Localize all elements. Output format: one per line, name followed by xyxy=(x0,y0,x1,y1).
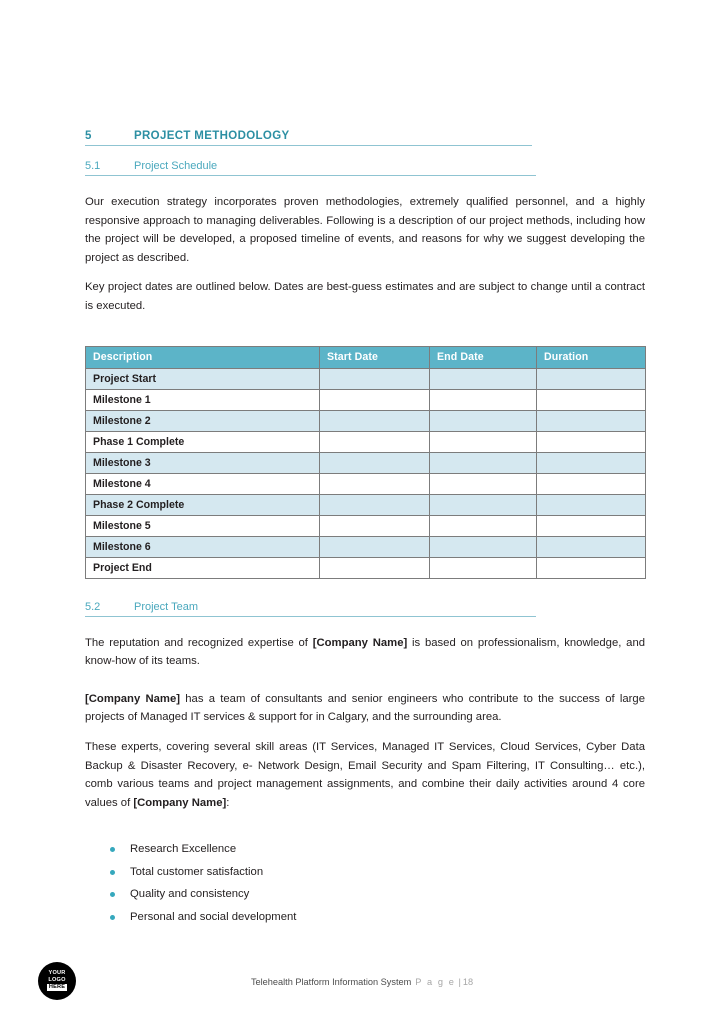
footer-page-number: 18 xyxy=(462,977,474,987)
text-fragment: has a team of consultants and senior engineers who contribute to the success of large projects of Managed IT services & support for in Calgary, and the surrounding area. xyxy=(85,692,645,724)
cell-description: Milestone 6 xyxy=(86,536,320,557)
paragraph-skill-areas xyxy=(85,738,645,812)
bullet-icon xyxy=(110,847,115,852)
table-row xyxy=(86,389,646,410)
table-row xyxy=(86,494,646,515)
cell-duration xyxy=(537,431,646,452)
spacer xyxy=(85,176,645,193)
table-row xyxy=(86,452,646,473)
cell-end-date xyxy=(430,557,537,578)
spacer xyxy=(85,146,645,160)
bullet-icon xyxy=(110,892,115,897)
cell-duration xyxy=(537,368,646,389)
footer-document-name: Telehealth Platform Information System xyxy=(250,977,412,987)
cell-start-date xyxy=(320,515,430,536)
table-header-row xyxy=(86,346,646,368)
page-footer xyxy=(0,960,724,1010)
company-name-placeholder: [Company Name] xyxy=(312,636,408,649)
cell-end-date xyxy=(430,494,537,515)
cell-duration xyxy=(537,536,646,557)
cell-description: Milestone 5 xyxy=(86,515,320,536)
schedule-table-wrapper xyxy=(85,346,645,579)
cell-start-date xyxy=(320,494,430,515)
cell-end-date xyxy=(430,431,537,452)
footer-page-label: P a g e xyxy=(415,977,456,987)
table-row xyxy=(86,473,646,494)
list-item-label: Quality and consistency xyxy=(130,888,250,901)
cell-end-date xyxy=(430,536,537,557)
cell-end-date xyxy=(430,368,537,389)
project-schedule-table xyxy=(85,346,646,579)
subsection-title: Project Team xyxy=(134,600,198,613)
page-content xyxy=(85,130,645,928)
text-fragment: The reputation and recognized expertise of xyxy=(85,636,313,649)
subsection-number: 5.2 xyxy=(85,600,101,613)
bullet-icon xyxy=(110,915,115,920)
subsection-number: 5.1 xyxy=(85,160,101,172)
list-item-label: Research Excellence xyxy=(130,843,237,856)
list-item xyxy=(85,838,645,861)
cell-start-date xyxy=(320,452,430,473)
table-row xyxy=(86,536,646,557)
cell-description: Milestone 2 xyxy=(86,410,320,431)
footer-text xyxy=(0,977,724,987)
paragraph-key-dates: Key project dates are outlined below. Dates are best-guess estimates and are subject to change until a contract is executed. xyxy=(85,281,645,312)
cell-start-date xyxy=(320,410,430,431)
cell-duration xyxy=(537,473,646,494)
list-item xyxy=(85,906,645,929)
bullet-icon xyxy=(110,870,115,875)
text-fragment: : xyxy=(226,796,230,809)
logo-line-3: HERE xyxy=(48,983,66,990)
text-fragment: is based on professionalism, knowledge, and know-how of its teams. xyxy=(85,636,646,668)
column-header-start-date: Start Date xyxy=(320,346,430,368)
cell-start-date xyxy=(320,389,430,410)
cell-end-date xyxy=(430,515,537,536)
cell-description: Phase 1 Complete xyxy=(86,431,320,452)
cell-description: Project Start xyxy=(86,368,320,389)
paragraph-reputation xyxy=(85,634,645,671)
cell-duration xyxy=(537,557,646,578)
core-values-list xyxy=(85,838,645,928)
spacer xyxy=(85,579,645,601)
cell-end-date xyxy=(430,410,537,431)
subsection-title: Project Schedule xyxy=(134,160,218,172)
list-item xyxy=(85,861,645,884)
cell-description: Milestone 3 xyxy=(86,452,320,473)
cell-duration xyxy=(537,494,646,515)
cell-description: Milestone 4 xyxy=(86,473,320,494)
cell-description: Milestone 1 xyxy=(86,389,320,410)
column-header-end-date: End Date xyxy=(430,346,537,368)
cell-start-date xyxy=(320,368,430,389)
table-row xyxy=(86,368,646,389)
logo-line-2: LOGO xyxy=(48,976,66,983)
cell-end-date xyxy=(430,473,537,494)
cell-description: Project End xyxy=(86,557,320,578)
cell-start-date xyxy=(320,536,430,557)
table-row xyxy=(86,410,646,431)
schedule-table-body xyxy=(86,368,646,578)
cell-description: Phase 2 Complete xyxy=(86,494,320,515)
page-title: PROJECT METHODOLOGY xyxy=(134,130,290,142)
text-fragment: These experts, covering several skill areas (IT Services, Managed IT Services, Cloud Services, Cyber Data Backup & Disaster Recovery, e- Network Design, Email Security and Spam Filtering, IT Consulting… etc.), comb various teams and project management assignments, and combine their daily activities around 4 core values of xyxy=(85,740,645,809)
cell-duration xyxy=(537,452,646,473)
section-number: 5 xyxy=(85,130,92,142)
table-row xyxy=(86,515,646,536)
cell-duration xyxy=(537,389,646,410)
column-header-description: Description xyxy=(86,346,320,368)
list-item xyxy=(85,883,645,906)
cell-end-date xyxy=(430,389,537,410)
column-header-duration: Duration xyxy=(537,346,646,368)
cell-start-date xyxy=(320,473,430,494)
cell-start-date xyxy=(320,431,430,452)
paragraph-team-composition xyxy=(85,690,645,727)
cell-duration xyxy=(537,410,646,431)
subsection-heading-5-2 xyxy=(85,601,536,617)
list-item-label: Total customer satisfaction xyxy=(130,865,264,878)
table-row xyxy=(86,557,646,578)
footer-separator: | xyxy=(458,977,461,987)
cell-duration xyxy=(537,515,646,536)
cell-end-date xyxy=(430,452,537,473)
list-item-label: Personal and social development xyxy=(130,910,297,923)
table-row xyxy=(86,431,646,452)
company-name-placeholder: [Company Name] xyxy=(133,796,227,809)
cell-start-date xyxy=(320,557,430,578)
company-name-placeholder: [Company Name] xyxy=(85,692,181,705)
spacer xyxy=(85,671,645,690)
subsection-heading-5-1 xyxy=(85,160,536,176)
logo-line-1: YOUR xyxy=(48,970,66,977)
paragraph-execution-strategy: Our execution strategy incorporates proven methodologies, extremely qualified personnel, and a highly responsive approach to managing deliverables. Following is a description of our project methods, including how the project will be developed, a proposed timeline of events, and reasons for why we suggest developing the project as described. xyxy=(85,196,645,264)
spacer xyxy=(85,617,645,634)
section-heading-5 xyxy=(85,130,532,146)
